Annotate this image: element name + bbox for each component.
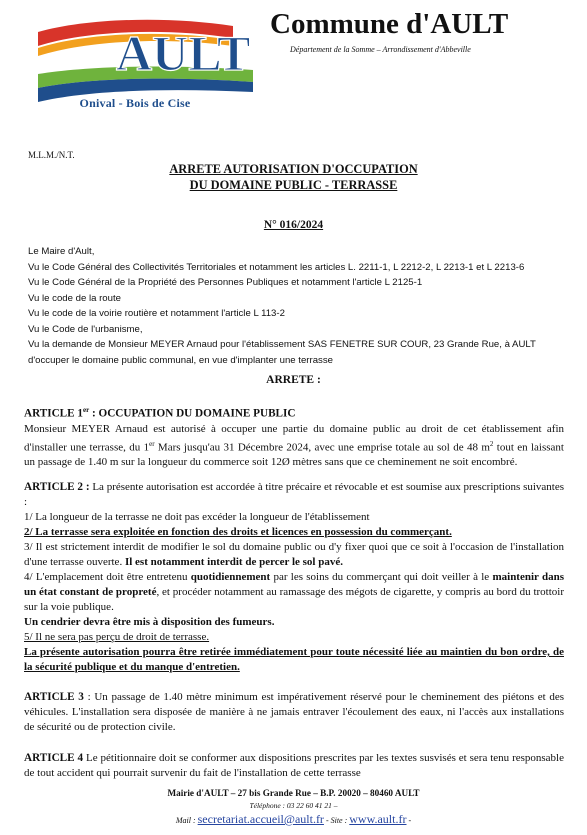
article-1 bbox=[24, 403, 564, 470]
prescription-1: 1/ La longueur de la terrasse ne doit pas excéder la longueur de l'établissement bbox=[24, 511, 370, 523]
arrete-label: ARRETE : bbox=[266, 374, 321, 386]
prescription-4-emphasis: quotidiennement bbox=[190, 571, 271, 583]
prescription-4-emphasis: maintenir dans un état constant de propreté bbox=[24, 571, 564, 598]
prescription-4-text: , et procéder notamment au ramassage des mégots de cigarette, y compris au bord du trottoir sur la voie publique. bbox=[24, 586, 565, 613]
preamble bbox=[28, 244, 558, 368]
article-1-text-sup: 2 bbox=[489, 439, 494, 448]
footer-address: Mairie d'AULT – 27 bis Grande Rue – B.P. 20020 – 80460 AULT bbox=[167, 788, 420, 798]
preamble-line: Vu le code de la voirie routière et notamment l'article L 113-2 bbox=[28, 308, 285, 319]
prescription-5: 5/ Il ne sera pas perçu de droit de terrasse. bbox=[24, 631, 210, 643]
article-1-text-part: Monsieur MEYER Arnaud est autorisé à occuper une partie du domaine public au droit de cet établissement afin d'installer une terrasse, du 1 bbox=[24, 422, 564, 454]
commune-title: Commune d'AULT bbox=[270, 8, 509, 40]
revocation-note: La présente autorisation pourra être retirée immédiatement pour toute nécessité liée au maintien du bon ordre, de la sécurité publique et du manque d'entretien. bbox=[24, 646, 564, 673]
article-1-heading bbox=[24, 403, 564, 422]
article-1-text-part: tout en laissant un passage de 1.40 m sur la longueur du commerce soit 12Ø mètres sans que ce cheminement ne soit encombré. bbox=[24, 441, 564, 469]
arrete-number: N° 016/2024 bbox=[263, 219, 324, 231]
preamble-line: Vu le Code Général de la Propriété des Personnes Publiques et notamment l'article L 2125-1 bbox=[28, 277, 423, 288]
preamble-line: Vu le Code de l'urbanisme, bbox=[28, 323, 143, 335]
article-1-text bbox=[24, 422, 564, 471]
article-3 bbox=[24, 690, 564, 735]
article-2-intro-text: La présente autorisation est accordée à titre précaire et révocable et est soumise aux prescriptions suivantes : bbox=[24, 481, 565, 508]
logo-text: AULT bbox=[116, 25, 251, 81]
prescription-4-text: par les soins du commerçant qui doit veiller à le bbox=[270, 571, 493, 583]
article-3-heading: ARTICLE 3 bbox=[24, 691, 84, 703]
footer-phone: Téléphone : 03 22 60 41 21 – bbox=[249, 801, 338, 810]
article-3-text: : Un passage de 1.40 mètre minimum est impérativement réservé pour le cheminement des piétons et des véhicules. L'installation sera disposée de manière à ne jamais entraver l'écoulement des eaux, ni l'accès aux installations de sécurité ou de protection civile. bbox=[24, 691, 564, 733]
prescription-4 bbox=[24, 570, 564, 615]
article-1-text-sup: er bbox=[149, 439, 155, 448]
document-title-line1: ARRETE AUTORISATION D'OCCUPATION bbox=[169, 162, 418, 176]
footer-site-end: - bbox=[406, 816, 412, 825]
prescription-3 bbox=[24, 540, 564, 570]
preamble-line: Vu le Code Général des Collectivités Territoriales et notamment les articles L. 2211-1, L 2212-2, L 2213-1 et L 2213-6 bbox=[28, 261, 525, 273]
article-4-heading: ARTICLE 4 bbox=[24, 752, 84, 764]
preamble-line: Vu le code de la route bbox=[28, 292, 121, 304]
prescription-3-text: 3/ Il est strictement interdit de modifier le sol du domaine public ou d'y fixer quoi que ce soit à l'occasion de l'installation d'une terrasse ouverte. bbox=[24, 541, 564, 568]
footer-site-label: - Site : bbox=[323, 816, 350, 825]
ashtray-note: Un cendrier devra être mis à disposition des fumeurs. bbox=[24, 616, 275, 628]
article-2-intro bbox=[24, 480, 564, 510]
article-2 bbox=[24, 480, 564, 675]
prescription-2: 2/ La terrasse sera exploitée en fonction des droits et licences en possession du commerçant. bbox=[24, 526, 452, 538]
preamble-line: Vu la demande de Monsieur MEYER Arnaud pour l'établissement SAS FENETRE SUR COUR, 23 Grande Rue, à AULT d'occuper le domaine public communal, en vue d'implanter une terrasse bbox=[28, 339, 536, 366]
prescription-3-emphasis: Il est notamment interdit de percer le sol pavé. bbox=[124, 556, 343, 568]
commune-subtitle: Département de la Somme – Arrondissement d'Abbeville bbox=[290, 45, 471, 54]
article-2-heading: ARTICLE 2 : bbox=[24, 481, 90, 493]
footer-mail-label: Mail : bbox=[175, 816, 198, 825]
footer-contact bbox=[0, 812, 587, 827]
document-title-line2: DU DOMAINE PUBLIC - TERRASSE bbox=[189, 178, 398, 192]
footer-site-link[interactable]: www.ault.fr bbox=[349, 812, 407, 826]
logo-caption: Onival - Bois de Cise bbox=[79, 96, 191, 110]
reference-initials: M.L.M./N.T. bbox=[28, 150, 75, 160]
article-1-heading-title: : OCCUPATION DU DOMAINE PUBLIC bbox=[89, 407, 296, 420]
article-1-text-part: Mars jusqu'au 31 Décembre 2024, avec une emprise totale au sol de 48 m bbox=[154, 441, 490, 454]
footer-mail-link[interactable]: secretariat.accueil@ault.fr bbox=[197, 812, 324, 826]
article-4-text: Le pétitionnaire doit se conformer aux dispositions prescrites par les textes susvisés et sera tenu responsable de tout accident qui pourrait survenir du fait de l'installation de cette terrasse bbox=[24, 752, 564, 779]
article-1-heading-number: ARTICLE 1 bbox=[24, 407, 83, 420]
article-4 bbox=[24, 751, 564, 781]
preamble-line: Le Maire d'Ault, bbox=[28, 246, 95, 257]
article-1-heading-sup: er bbox=[82, 406, 90, 414]
prescription-4-text: 4/ L'emplacement doit être entretenu bbox=[24, 571, 191, 583]
